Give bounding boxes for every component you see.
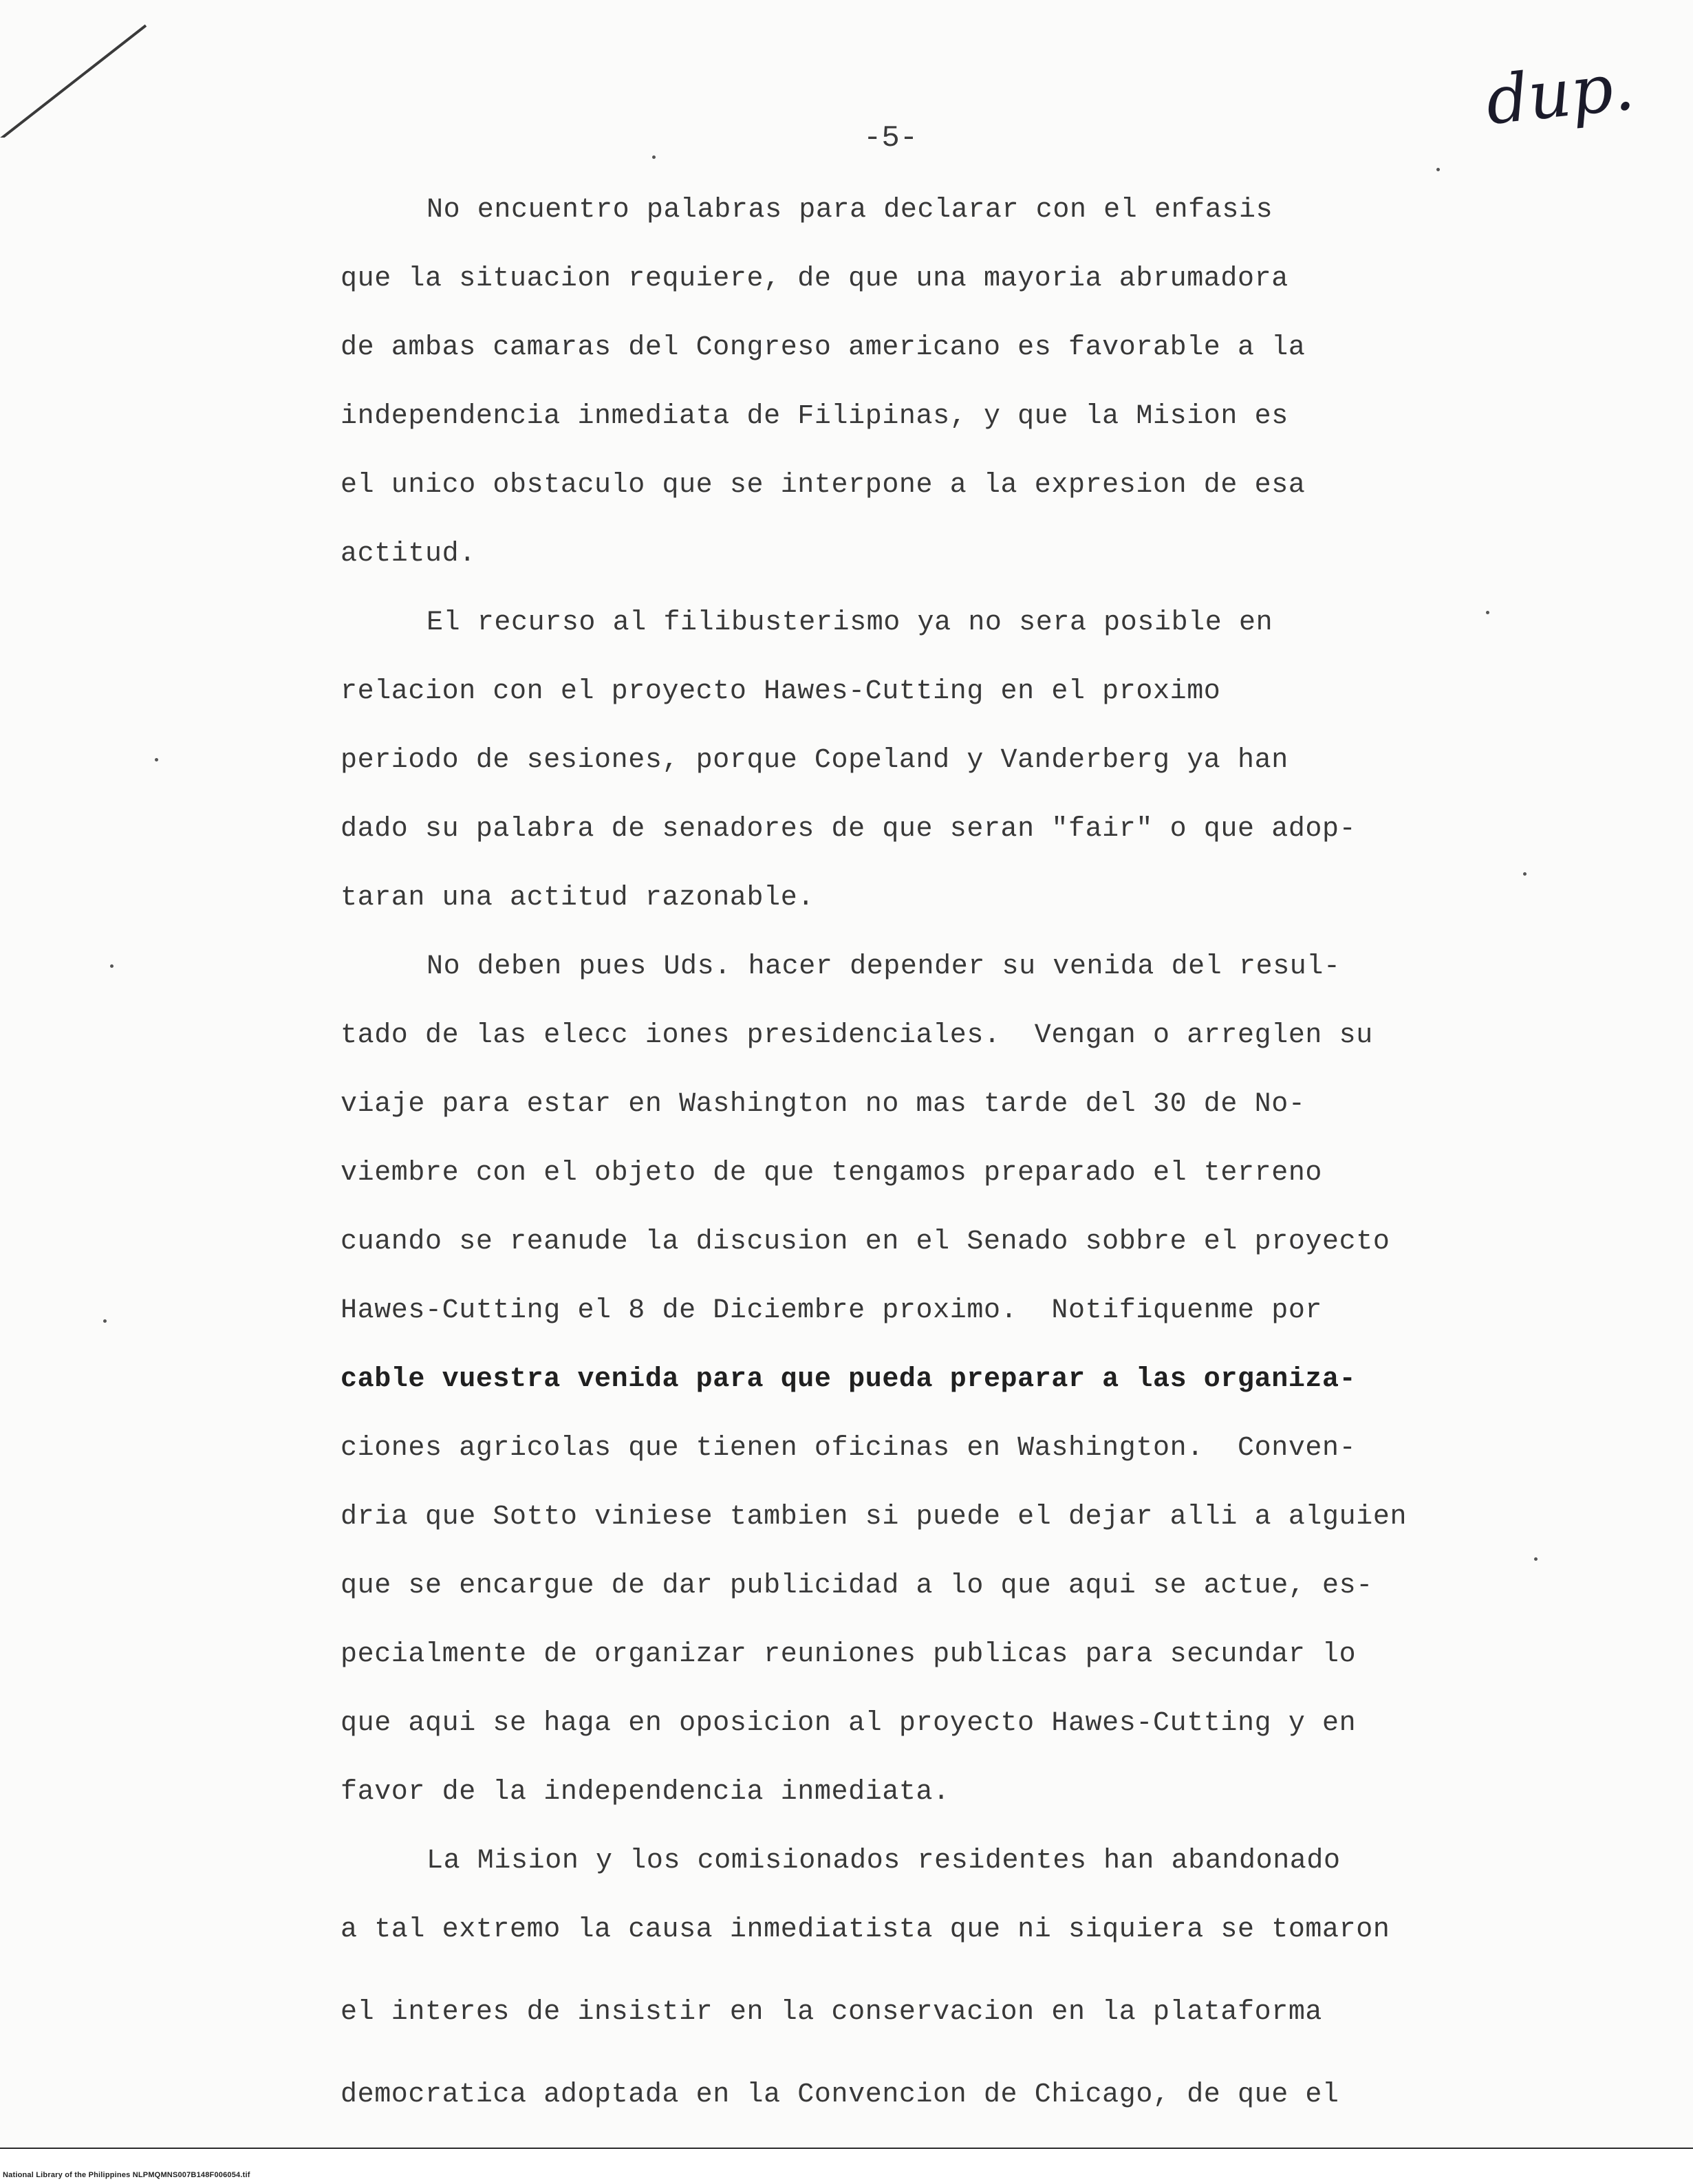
text-line: a tal extremo la causa inmediatista que ni siquiera se tomaron [341, 1914, 1390, 1945]
text-line: taran una actitud razonable. [341, 883, 815, 913]
scan-speck [1436, 168, 1440, 171]
text-line: No deben pues Uds. hacer depender su venida del resul- [427, 951, 1341, 982]
scan-speck [103, 1319, 107, 1323]
text-line: que la situacion requiere, de que una mayoria abrumadora [341, 263, 1288, 294]
text-line: tado de las elecc iones presidenciales. Vengan o arreglen su [341, 1020, 1373, 1051]
text-line: dria que Sotto viniese tambien si puede el dejar alli a alguien [341, 1502, 1408, 1533]
text-line: que se encargue de dar publicidad a lo que aqui se actue, es- [341, 1570, 1373, 1601]
text-line: El recurso al filibusterismo ya no sera posible en [427, 607, 1273, 638]
text-line: el interes de insistir en la conservacion en la plataforma [341, 1997, 1323, 2028]
scan-bottom-band [0, 2149, 1693, 2184]
page-number: -5- [863, 121, 918, 155]
scan-speck [155, 758, 158, 761]
text-line: La Mision y los comisionados residentes han abandonado [427, 1846, 1341, 1877]
scan-footer-label: National Library of the Philippines NLPMQMNS007B148F006054.tif [3, 2171, 250, 2179]
text-line: viembre con el objeto de que tengamos preparado el terreno [341, 1158, 1323, 1189]
text-line: actitud. [341, 539, 476, 570]
scan-speck [110, 964, 114, 968]
text-line: periodo de sesiones, porque Copeland y Vanderberg ya han [341, 745, 1288, 776]
scan-speck [1523, 872, 1527, 876]
text-line: de ambas camaras del Congreso americano es favorable a la [341, 332, 1306, 363]
text-line: ciones agricolas que tienen oficinas en Washington. Conven- [341, 1433, 1357, 1464]
text-line: que aqui se haga en oposicion al proyecto Hawes-Cutting y en [341, 1708, 1357, 1739]
text-line: pecialmente de organizar reuniones publicas para secundar lo [341, 1639, 1357, 1670]
text-line: Hawes-Cutting el 8 de Diciembre proximo. Notifiquenme por [341, 1295, 1323, 1326]
text-line: cuando se reanude la discusion en el Senado sobbre el proyecto [341, 1226, 1390, 1257]
scan-speck [652, 155, 656, 159]
text-line: el unico obstaculo que se interpone a la expresion de esa [341, 470, 1306, 501]
text-line: independencia inmediata de Filipinas, y que la Mision es [341, 401, 1288, 432]
text-line: cable vuestra venida para que pueda preparar a las organiza- [341, 1364, 1357, 1395]
handwritten-note: dup. [1482, 47, 1638, 140]
scan-speck [1486, 611, 1489, 614]
text-line: favor de la independencia inmediata. [341, 1777, 950, 1808]
text-line: relacion con el proyecto Hawes-Cutting en el proximo [341, 676, 1221, 707]
text-line: dado su palabra de senadores de que seran "fair" o que adop- [341, 814, 1357, 845]
scan-speck [1534, 1557, 1538, 1561]
text-line: No encuentro palabras para declarar con el enfasis [427, 195, 1273, 226]
text-line: viaje para estar en Washington no mas tarde del 30 de No- [341, 1089, 1306, 1120]
text-line: democratica adoptada en la Convencion de Chicago, de que el [341, 2079, 1339, 2110]
